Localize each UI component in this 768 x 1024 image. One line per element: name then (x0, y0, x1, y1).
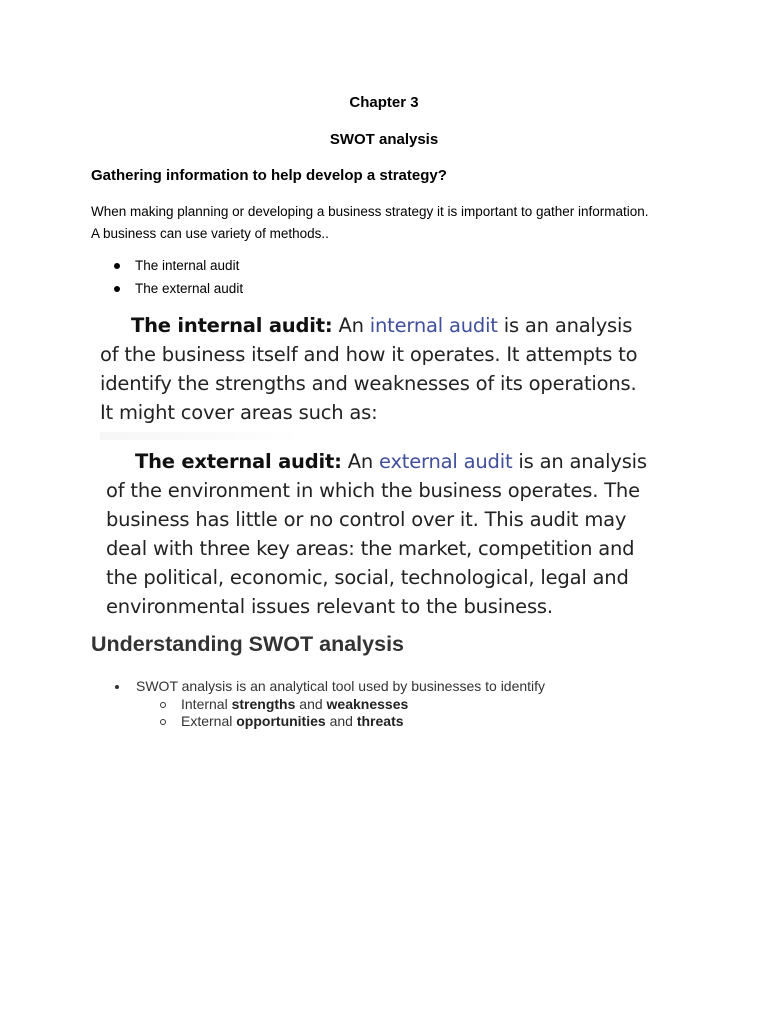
excerpt-word: An (347, 450, 373, 473)
list-item (136, 696, 545, 714)
weaknesses-term: weaknesses (326, 695, 409, 712)
swot-section-heading: Understanding SWOT analysis (91, 632, 404, 656)
excerpt-line: of the business itself and how it operates. It attempts to (100, 343, 638, 366)
list-item (91, 678, 545, 731)
intro-line-2: A business can use variety of methods.. (91, 225, 329, 241)
excerpt-line: business has little or no control over it. This audit may (106, 508, 627, 531)
cropped-line-remnant (100, 432, 300, 440)
external-audit-lead: The external audit: (135, 450, 342, 473)
sub-item-prefix: Internal (181, 695, 228, 712)
internal-audit-lead: The internal audit: (131, 314, 333, 337)
external-audit-excerpt (106, 447, 696, 621)
internal-audit-excerpt (100, 311, 690, 427)
hollow-bullet-icon (160, 719, 166, 725)
method-label: The internal audit (135, 258, 240, 273)
conjunction: and (299, 695, 323, 712)
sub-item-prefix: External (181, 713, 233, 729)
excerpt-line: identify the strengths and weaknesses of its operations. (100, 372, 637, 395)
excerpt-line: environmental issues relevant to the business. (106, 595, 553, 618)
list-item (136, 713, 545, 731)
swot-list (91, 678, 545, 731)
strengths-term: strengths (231, 695, 296, 712)
excerpt-line (106, 447, 696, 476)
list-item (91, 278, 243, 301)
bullet-icon (114, 263, 120, 269)
threats-term: threats (356, 713, 404, 729)
bullet-icon (115, 685, 119, 689)
hollow-bullet-icon (160, 702, 166, 708)
method-label: The external audit (135, 280, 244, 296)
swot-bullet-text: SWOT analysis is an analytical tool used by businesses to identify (136, 678, 546, 694)
bullet-icon (114, 286, 120, 292)
swot-sub-list (136, 696, 545, 731)
methods-list (91, 255, 243, 300)
opportunities-term: opportunities (236, 713, 326, 729)
list-item (91, 255, 243, 278)
excerpt-line: the political, economic, social, technological, legal and (106, 566, 629, 589)
conjunction: and (329, 713, 353, 729)
excerpt-line: It might cover areas such as: (100, 401, 378, 424)
excerpt-line (100, 311, 690, 340)
intro-paragraph (91, 201, 691, 244)
intro-line-1: When making planning or developing a business strategy it is important to gather information. (91, 204, 649, 219)
page-title: SWOT analysis (329, 131, 439, 148)
section-subheading: Gathering information to help develop a strategy? (91, 167, 447, 184)
internal-audit-term: internal audit (369, 314, 498, 337)
excerpt-word: is an analysis (518, 450, 647, 473)
excerpt-line: of the environment in which the business operates. The (106, 479, 640, 502)
excerpt-word: is an analysis (503, 314, 633, 337)
excerpt-word: An (338, 314, 364, 337)
chapter-label: Chapter 3 (349, 94, 419, 111)
excerpt-line: deal with three key areas: the market, competition and (106, 537, 635, 560)
external-audit-term: external audit (379, 450, 513, 473)
